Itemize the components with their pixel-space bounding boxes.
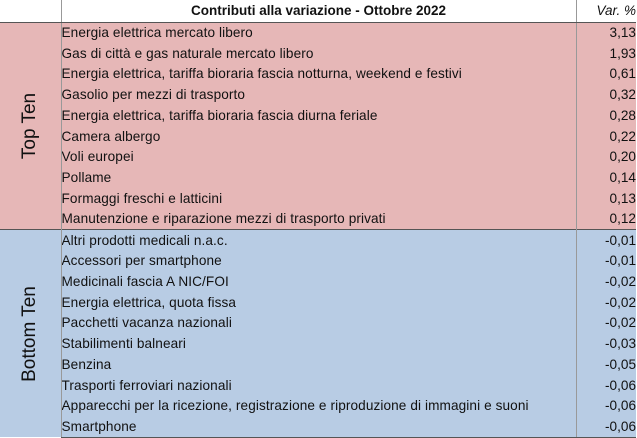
item-value: 0,12 (576, 209, 636, 230)
item-value: -0,01 (576, 250, 636, 271)
item-name: Manutenzione e riparazione mezzi di trasporto privati (61, 209, 576, 230)
table-body (0, 22, 636, 437)
table-row (0, 188, 636, 209)
table-row (0, 230, 636, 251)
item-name: Accessori per smartphone (61, 250, 576, 271)
value-column-header: Var. % (576, 0, 636, 22)
item-name: Trasporti ferroviari nazionali (61, 375, 576, 396)
table-header-row (0, 0, 636, 22)
item-value: -0,01 (576, 230, 636, 251)
item-name: Energia elettrica, tariffa bioraria fascia diurna feriale (61, 105, 576, 126)
table-row (0, 375, 636, 396)
table-row (0, 84, 636, 105)
item-name: Medicinali fascia A NIC/FOI (61, 271, 576, 292)
table-row (0, 105, 636, 126)
item-name: Gasolio per mezzi di trasporto (61, 84, 576, 105)
item-value: 3,13 (576, 22, 636, 43)
item-value: 0,20 (576, 147, 636, 168)
table-row (0, 271, 636, 292)
item-value: -0,06 (576, 416, 636, 437)
table-row (0, 313, 636, 334)
item-value: 1,93 (576, 43, 636, 64)
item-value: -0,06 (576, 396, 636, 417)
item-name: Altri prodotti medicali n.a.c. (61, 230, 576, 251)
item-value: 0,13 (576, 188, 636, 209)
table-row (0, 354, 636, 375)
group-label-cell-top (0, 22, 61, 230)
table-row (0, 333, 636, 354)
group-label: Bottom Ten (19, 285, 41, 382)
table-row (0, 292, 636, 313)
item-name: Camera albergo (61, 126, 576, 147)
item-value: -0,06 (576, 375, 636, 396)
item-name: Pollame (61, 167, 576, 188)
item-name: Voli europei (61, 147, 576, 168)
item-value: 0,32 (576, 84, 636, 105)
item-value: 0,61 (576, 64, 636, 85)
table-row (0, 167, 636, 188)
table-row (0, 22, 636, 43)
item-name: Formaggi freschi e latticini (61, 188, 576, 209)
table-row (0, 126, 636, 147)
item-name: Energia elettrica, tariffa bioraria fascia notturna, weekend e festivi (61, 64, 576, 85)
table-row (0, 396, 636, 417)
item-name: Gas di città e gas naturale mercato libero (61, 43, 576, 64)
item-name: Stabilimenti balneari (61, 333, 576, 354)
item-value: -0,02 (576, 292, 636, 313)
item-value: 0,14 (576, 167, 636, 188)
table-row (0, 43, 636, 64)
header-blank-cell (0, 0, 61, 22)
item-value: -0,02 (576, 313, 636, 334)
item-value: 0,22 (576, 126, 636, 147)
item-value: 0,28 (576, 105, 636, 126)
table-row (0, 209, 636, 230)
item-value: -0,05 (576, 354, 636, 375)
group-label: Top Ten (19, 92, 41, 159)
table-row (0, 147, 636, 168)
item-name: Energia elettrica, quota fissa (61, 292, 576, 313)
table-row (0, 64, 636, 85)
item-name: Benzina (61, 354, 576, 375)
item-name: Smartphone (61, 416, 576, 437)
group-label-cell-bottom (0, 230, 61, 438)
table-row (0, 250, 636, 271)
table-title: Contributi alla variazione - Ottobre 2022 (61, 0, 576, 22)
item-value: -0,02 (576, 271, 636, 292)
item-name: Apparecchi per la ricezione, registrazione e riproduzione di immagini e suoni (61, 396, 576, 417)
table-row (0, 416, 636, 437)
item-name: Energia elettrica mercato libero (61, 22, 576, 43)
item-value: -0,03 (576, 333, 636, 354)
item-name: Pacchetti vacanza nazionali (61, 313, 576, 334)
